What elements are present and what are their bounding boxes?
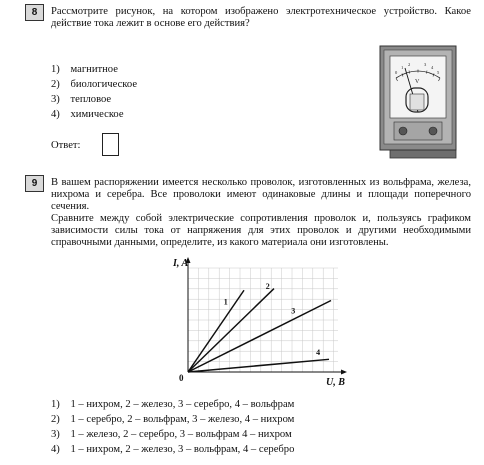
option-text: биологическое [70, 79, 138, 90]
q8-option-4[interactable] [51, 109, 124, 121]
unit-symbol: V [415, 79, 420, 85]
option-number: 3) [51, 94, 60, 105]
option-number: 2) [51, 79, 60, 90]
option-text: тепловое [70, 94, 112, 105]
option-number: 3) [51, 429, 60, 440]
q8-option-1[interactable] [51, 64, 118, 76]
scale-label-0: 0 [395, 70, 398, 75]
option-text: 1 – нихром, 2 – железо, 3 – вольфрам, 4 – серебро [70, 444, 295, 455]
question-9-number: 9 [25, 175, 44, 192]
question-9-paragraph-2: Сравните между собой электрические сопротивления проволок и, пользуясь графиком зависимости силы тока от напряжения для этих проволок и другими необходимыми справочными данными, определите, из какого материала они изготовлены. [51, 213, 471, 249]
scale-label-3: 3 [424, 62, 427, 67]
origin-label: 0 [179, 373, 184, 383]
terminal-right-icon [429, 127, 437, 135]
q9-option-2[interactable] [51, 414, 294, 426]
scale-label-5: 5 [437, 70, 440, 75]
current-voltage-graph [160, 250, 360, 390]
option-number: 4) [51, 109, 60, 120]
question-8-number: 8 [25, 4, 44, 21]
x-axis-arrow-icon [341, 370, 347, 375]
series-label-4: 4 [316, 348, 321, 358]
scale-label-1: 1 [401, 65, 404, 70]
option-text: 1 – железо, 2 – серебро, 3 – вольфрам 4 – нихром [70, 429, 292, 440]
series-label-2: 2 [265, 281, 270, 291]
y-axis-label: I, A [173, 258, 189, 269]
series-label-3: 3 [291, 306, 296, 316]
option-text: 1 – нихром, 2 – железо, 3 – серебро, 4 – вольфрам [70, 399, 295, 410]
answer-input-box[interactable] [102, 133, 119, 156]
option-number: 1) [51, 399, 60, 410]
option-number: 4) [51, 444, 60, 455]
option-text: магнитное [70, 64, 118, 75]
q9-option-4[interactable] [51, 444, 294, 456]
voltmeter-illustration [372, 42, 464, 160]
q9-option-1[interactable] [51, 399, 294, 411]
option-text: 1 – серебро, 2 – вольфрам, 3 – железо, 4 – нихром [70, 414, 295, 425]
scale-label-2: 2 [408, 62, 411, 67]
option-number: 2) [51, 414, 60, 425]
option-number: 1) [51, 64, 60, 75]
terminal-left-icon [399, 127, 407, 135]
scale-label-4: 4 [431, 65, 434, 70]
series-line-1 [188, 290, 244, 372]
q8-option-2[interactable] [51, 79, 137, 91]
x-axis-label: U, B [326, 377, 345, 388]
question-8-text: Рассмотрите рисунок, на котором изображено электротехническое устройство. Какое действие тока лежит в основе его действия? [51, 6, 471, 30]
q8-option-3[interactable] [51, 94, 111, 106]
answer-label: Ответ: [51, 140, 81, 151]
option-text: химическое [70, 109, 124, 120]
series-label-1: 1 [223, 297, 228, 307]
q9-option-3[interactable] [51, 429, 292, 441]
question-9-paragraph-1: В вашем распоряжении имеется несколько проволок, изготовленных из вольфрама, железа, нихрома и серебра. Все проволоки имеют одинаковые длины и площади поперечного сечения. [51, 177, 471, 213]
